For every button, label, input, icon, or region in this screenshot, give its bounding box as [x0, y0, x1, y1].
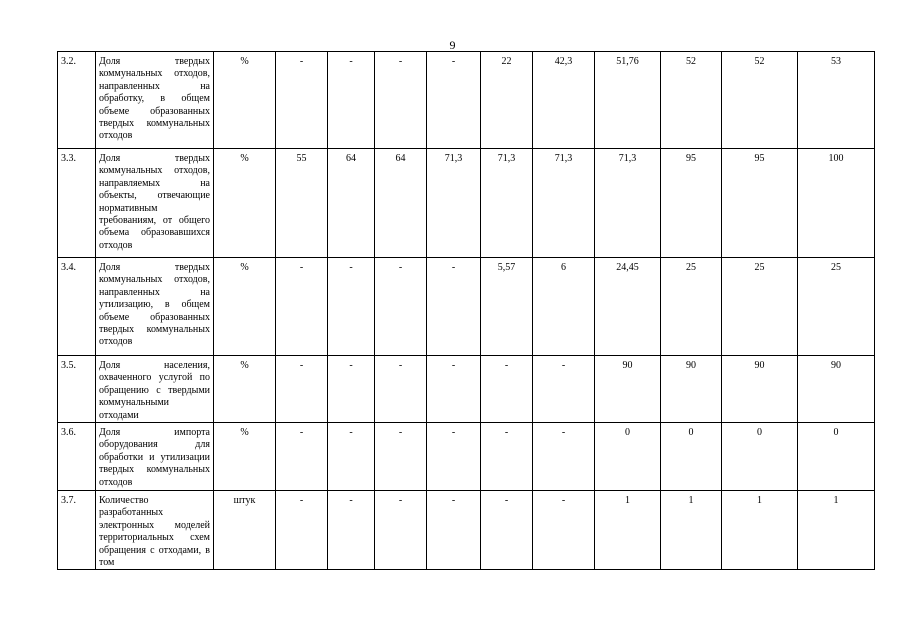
value-cell: 25 [722, 258, 798, 356]
value-cell: - [481, 423, 533, 491]
value-cell: - [533, 423, 595, 491]
indicator-name: Доля твердых коммунальных отходов, направленных на утилизацию, в общем объеме образованных твердых коммунальных отходов [96, 258, 214, 356]
unit-cell: % [214, 356, 276, 423]
value-cell: - [328, 356, 375, 423]
value-cell: - [427, 356, 481, 423]
table-row [58, 491, 875, 570]
value-cell: 52 [661, 52, 722, 149]
indicator-name: Доля твердых коммунальных отходов, направленных на обработку, в общем объеме образованных твердых коммунальных отходов [96, 52, 214, 149]
row-number: 3.4. [58, 258, 96, 356]
value-cell: 55 [276, 149, 328, 258]
value-cell: 25 [661, 258, 722, 356]
value-cell: - [375, 491, 427, 570]
value-cell: 22 [481, 52, 533, 149]
value-cell: 90 [798, 356, 875, 423]
row-number: 3.2. [58, 52, 96, 149]
value-cell: 53 [798, 52, 875, 149]
table-row [58, 423, 875, 491]
value-cell: 71,3 [595, 149, 661, 258]
value-cell: 95 [661, 149, 722, 258]
value-cell: 42,3 [533, 52, 595, 149]
value-cell: 0 [661, 423, 722, 491]
value-cell: 90 [722, 356, 798, 423]
row-number: 3.6. [58, 423, 96, 491]
indicator-name: Количество разработанных электронных моделей территориальных схем обращения с отходами, в том [96, 491, 214, 570]
value-cell: - [328, 52, 375, 149]
unit-cell: % [214, 52, 276, 149]
value-cell: 1 [722, 491, 798, 570]
value-cell: 51,76 [595, 52, 661, 149]
value-cell: - [427, 491, 481, 570]
value-cell: - [328, 258, 375, 356]
page-number: 9 [449, 38, 456, 52]
unit-cell: % [214, 149, 276, 258]
value-cell: - [481, 356, 533, 423]
value-cell: 71,3 [481, 149, 533, 258]
value-cell: - [427, 52, 481, 149]
value-cell: 1 [798, 491, 875, 570]
value-cell: - [533, 491, 595, 570]
indicator-name: Доля импорта оборудования для обработки и утилизации твердых коммунальных отходов [96, 423, 214, 491]
value-cell: - [375, 258, 427, 356]
table-row [58, 149, 875, 258]
value-cell: - [276, 258, 328, 356]
value-cell: 5,57 [481, 258, 533, 356]
value-cell: - [375, 423, 427, 491]
table-row [58, 258, 875, 356]
value-cell: - [276, 423, 328, 491]
value-cell: - [276, 356, 328, 423]
value-cell: - [328, 491, 375, 570]
value-cell: 25 [798, 258, 875, 356]
unit-cell: % [214, 258, 276, 356]
value-cell: 1 [661, 491, 722, 570]
value-cell: - [375, 356, 427, 423]
row-number: 3.5. [58, 356, 96, 423]
table-row [58, 356, 875, 423]
unit-cell: штук [214, 491, 276, 570]
value-cell: 0 [595, 423, 661, 491]
value-cell: - [276, 491, 328, 570]
value-cell: 100 [798, 149, 875, 258]
value-cell: 71,3 [533, 149, 595, 258]
value-cell: - [427, 258, 481, 356]
value-cell: 90 [661, 356, 722, 423]
table-row [58, 52, 875, 149]
value-cell: 95 [722, 149, 798, 258]
row-number: 3.7. [58, 491, 96, 570]
value-cell: - [427, 423, 481, 491]
value-cell: 90 [595, 356, 661, 423]
value-cell: - [481, 491, 533, 570]
unit-cell: % [214, 423, 276, 491]
indicators-table [57, 51, 875, 570]
value-cell: - [328, 423, 375, 491]
value-cell: - [375, 52, 427, 149]
value-cell: 24,45 [595, 258, 661, 356]
value-cell: 1 [595, 491, 661, 570]
value-cell: - [533, 356, 595, 423]
value-cell: - [276, 52, 328, 149]
value-cell: 6 [533, 258, 595, 356]
indicator-name: Доля населения, охваченного услугой по обращению с твердыми коммунальными отходами [96, 356, 214, 423]
value-cell: 71,3 [427, 149, 481, 258]
value-cell: 52 [722, 52, 798, 149]
value-cell: 64 [375, 149, 427, 258]
value-cell: 0 [798, 423, 875, 491]
indicator-name: Доля твердых коммунальных отходов, направляемых на объекты, отвечающие нормативным требованиям, от общего объема образовавшихся отходов [96, 149, 214, 258]
value-cell: 0 [722, 423, 798, 491]
value-cell: 64 [328, 149, 375, 258]
row-number: 3.3. [58, 149, 96, 258]
